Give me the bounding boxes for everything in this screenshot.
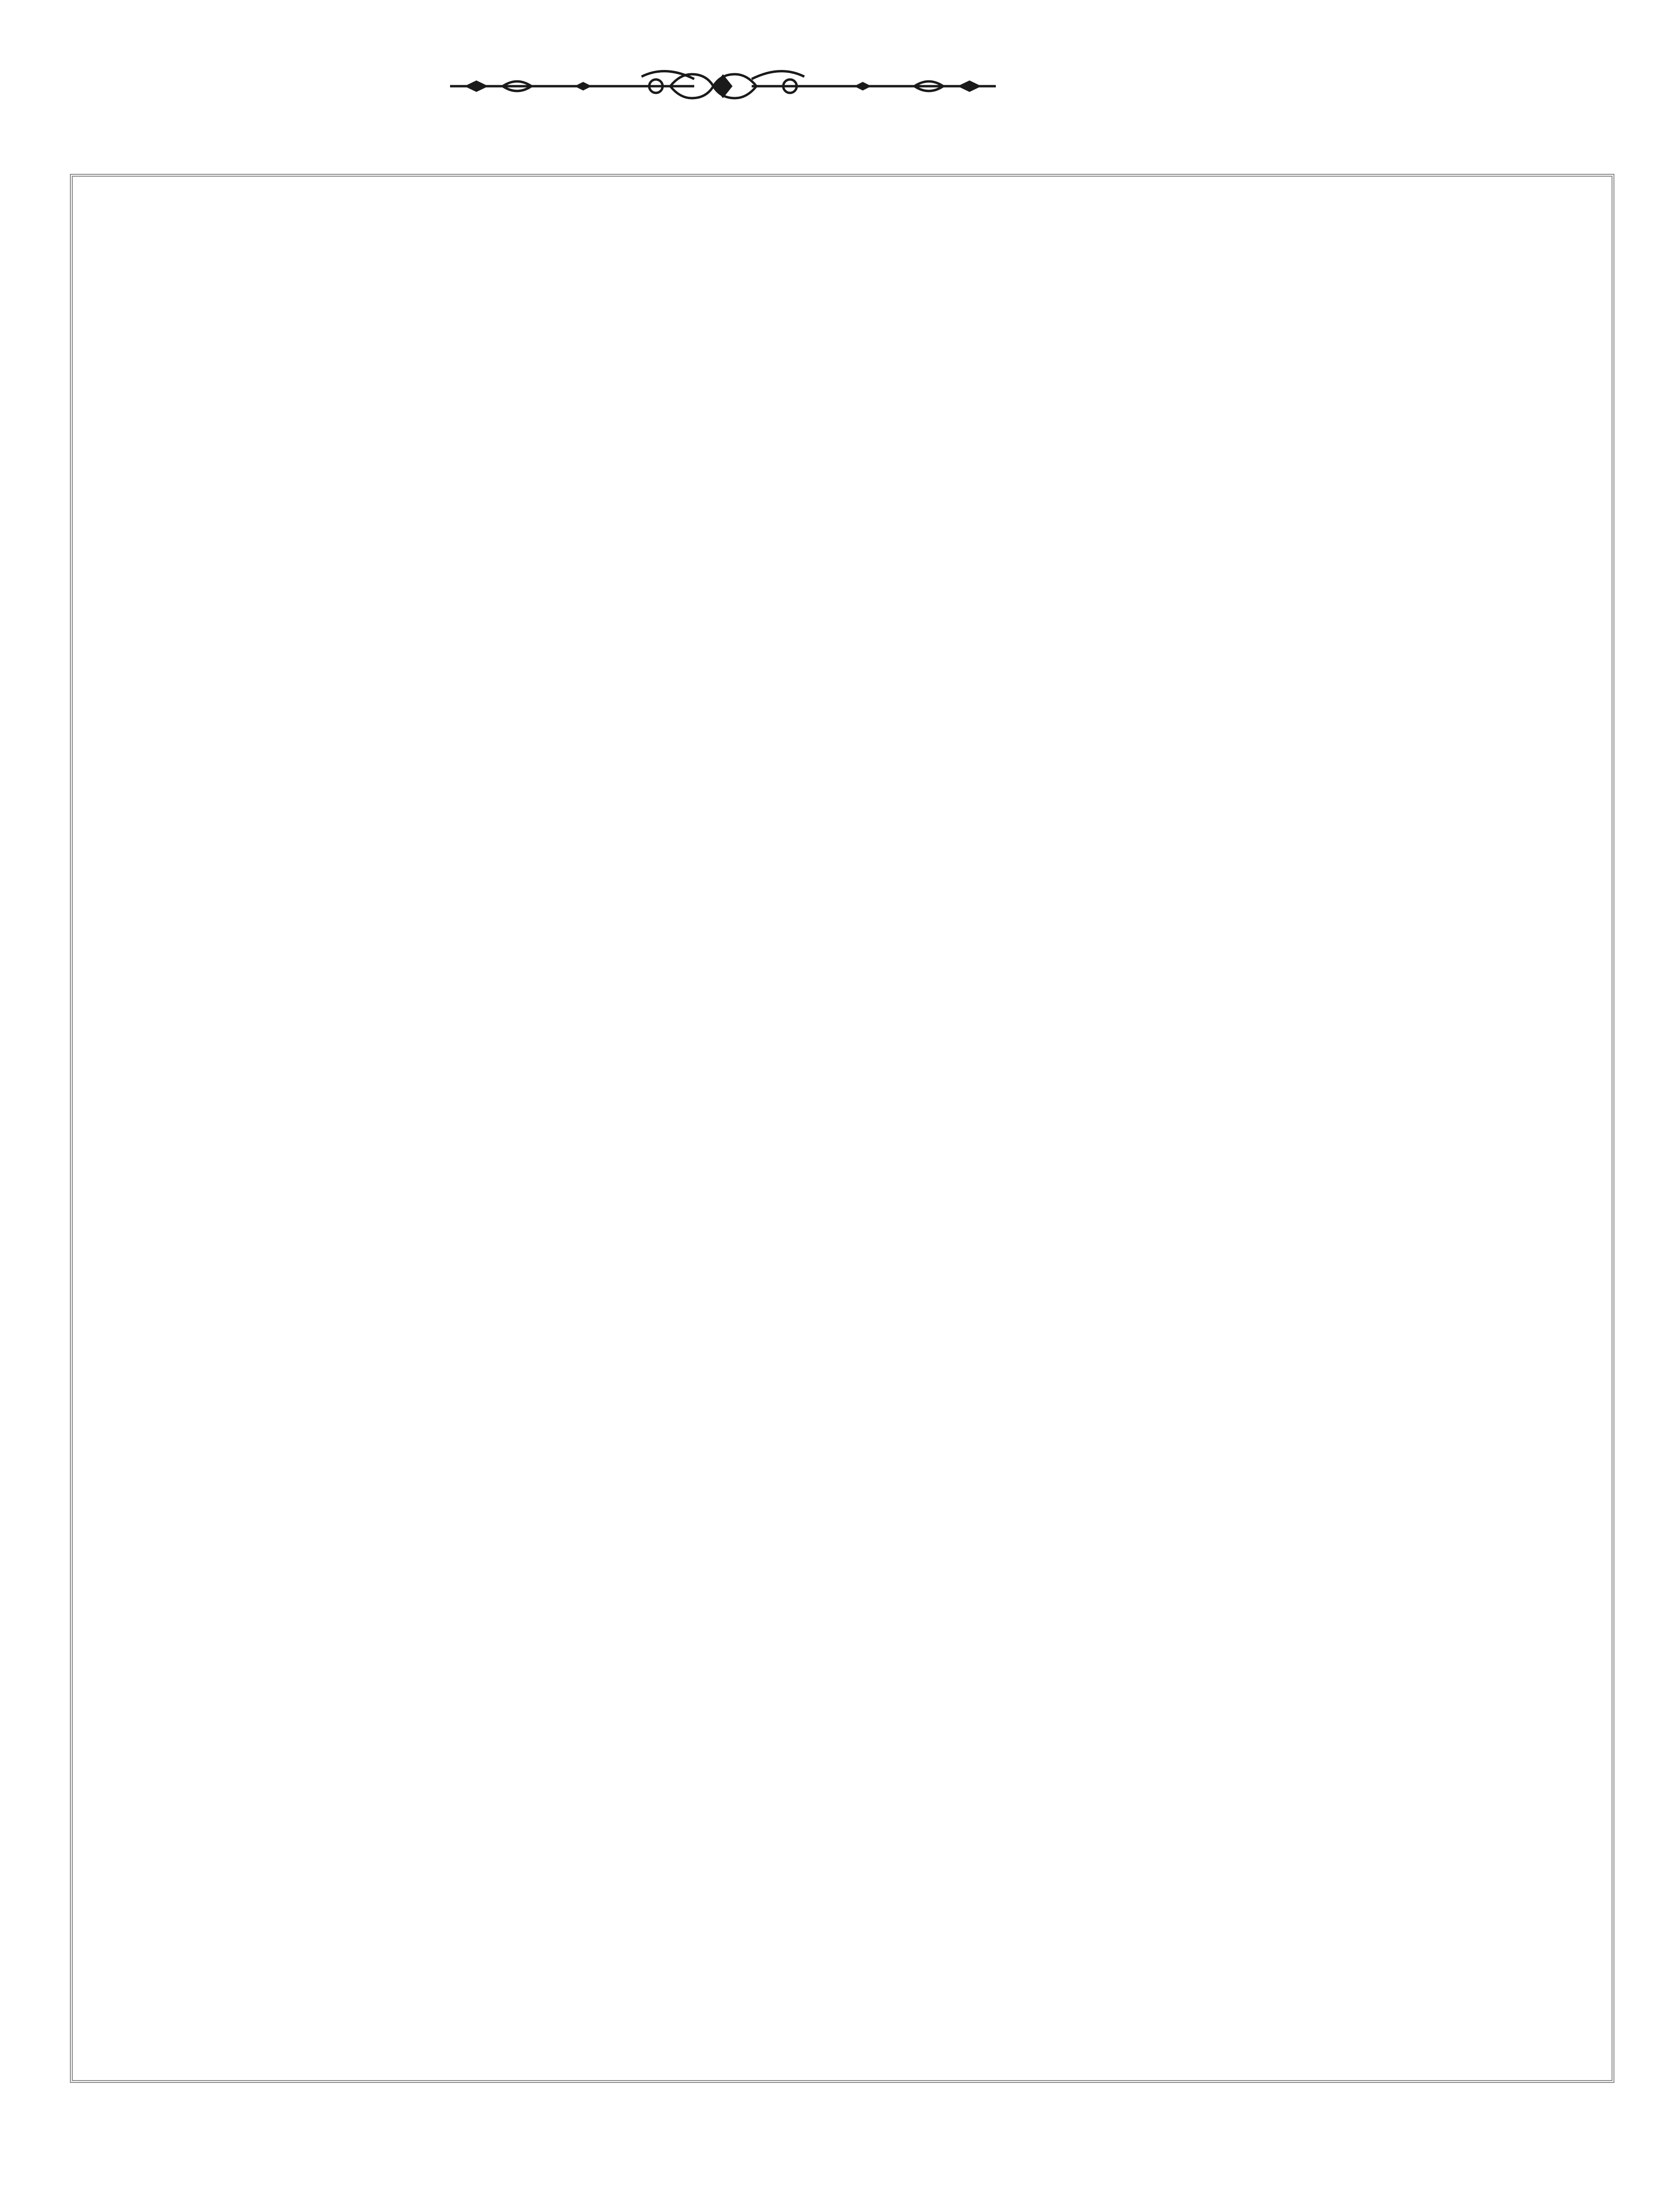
flourish-divider-icon: [445, 60, 1001, 113]
schedule-table: [70, 174, 1614, 2083]
